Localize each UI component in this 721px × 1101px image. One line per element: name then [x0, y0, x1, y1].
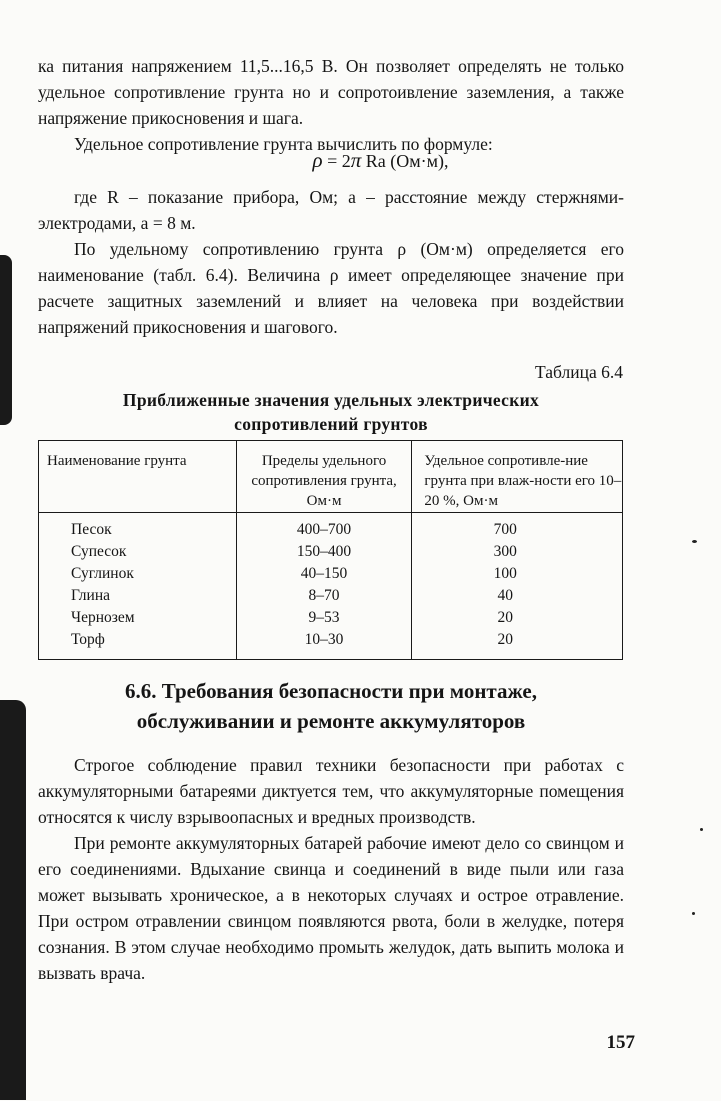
cell-value: 100	[412, 563, 623, 585]
table-row	[39, 513, 623, 542]
text-block-top	[38, 53, 624, 157]
paragraph-safety-rules: Строгое соблюдение правил техники безопасности при работах с аккумуляторными батареями диктуется тем, что аккумуляторные помещения относятся к числу взрывоопасных и вредных производств.	[38, 755, 624, 827]
cell-range: 10–30	[236, 629, 412, 660]
table-row	[39, 607, 623, 629]
table-row	[39, 585, 623, 607]
cell-soil-name: Чернозем	[39, 607, 237, 629]
formula-rho: ρ	[312, 148, 323, 172]
table-row	[39, 563, 623, 585]
cell-value: 300	[412, 541, 623, 563]
cell-value: 20	[412, 607, 623, 629]
paragraph-continuation: ка питания напряжением 11,5...16,5 В. Он позволяет определять не только удельное сопротивление грунта но и сопротоивление заземления, а также напряжение прикосновения и шага.	[38, 56, 624, 128]
cell-soil-name: Супесок	[39, 541, 237, 563]
scan-speck	[692, 912, 695, 915]
text-block-mid	[38, 184, 624, 340]
cell-soil-name: Суглинок	[39, 563, 237, 585]
table-title	[38, 388, 624, 436]
soil-resistivity-table	[38, 440, 623, 660]
text-block-bottom	[38, 752, 624, 986]
section-heading-line1: 6.6. Требования безопасности при монтаже,	[124, 679, 538, 703]
page-number: 157	[606, 1032, 635, 1053]
table-label: Таблица 6.4	[535, 362, 623, 382]
section-heading-line2: обслуживании и ремонте аккумуляторов	[136, 709, 526, 733]
header-soil-name: Наименование грунта	[39, 441, 237, 513]
scan-edge-shadow-upper	[0, 255, 12, 425]
table-title-line2: сопротивлений грунтов	[234, 414, 428, 434]
cell-soil-name: Песок	[39, 513, 237, 542]
paragraph-resistivity: По удельному сопротивлению грунта ρ (Ом·м) определяется его наименование (табл. 6.4). Величина ρ имеет определяющее значение при расчете защитных заземлений и влияет на человека при воздействии напряжений прикосновения и шагового.	[38, 239, 624, 337]
table-row	[39, 541, 623, 563]
paragraph-where: где R – показание прибора, Ом; a – расстояние между стержнями-электродами, а = 8 м.	[38, 187, 624, 233]
scan-speck	[692, 540, 697, 543]
section-heading	[38, 676, 624, 736]
cell-value: 700	[412, 513, 623, 542]
cell-range: 40–150	[236, 563, 412, 585]
header-resistivity-range: Пределы удельного сопротивления грунта, Ом·м	[236, 441, 412, 513]
paragraph-lead-poisoning: При ремонте аккумуляторных батарей рабочие имеют дело со свинцом и его соединениями. Вдыхание свинца и соединений в виде пыли или газа может вызывать хроническое, а в некоторых случаях и острое отравление. При остром отравлении свинцом появляются рвота, боли в желудке, потеря сознания. В этом случае необходимо промыть желудок, дать выпить молока и вызвать врача.	[38, 833, 624, 983]
header-resistivity-wet: Удельное сопротивле-ние грунта при влаж-ности его 10–20 %, Ом·м	[412, 441, 623, 513]
cell-value: 20	[412, 629, 623, 660]
paragraph-formula-intro: Удельное сопротивление грунта вычислить по формуле:	[74, 134, 493, 154]
formula-rest: Ra (Ом·м),	[361, 151, 449, 171]
table-row	[39, 629, 623, 660]
table-title-line1: Приближенные значения удельных электрических	[122, 390, 540, 410]
cell-range: 9–53	[236, 607, 412, 629]
cell-soil-name: Торф	[39, 629, 237, 660]
cell-range: 150–400	[236, 541, 412, 563]
scan-speck	[700, 828, 703, 831]
cell-range: 8–70	[236, 585, 412, 607]
formula-equals: = 2	[322, 151, 351, 171]
cell-range: 400–700	[236, 513, 412, 542]
cell-soil-name: Глина	[39, 585, 237, 607]
formula-pi: π	[350, 148, 362, 172]
formula	[0, 148, 721, 173]
scan-edge-shadow-lower	[0, 700, 26, 1100]
cell-value: 40	[412, 585, 623, 607]
